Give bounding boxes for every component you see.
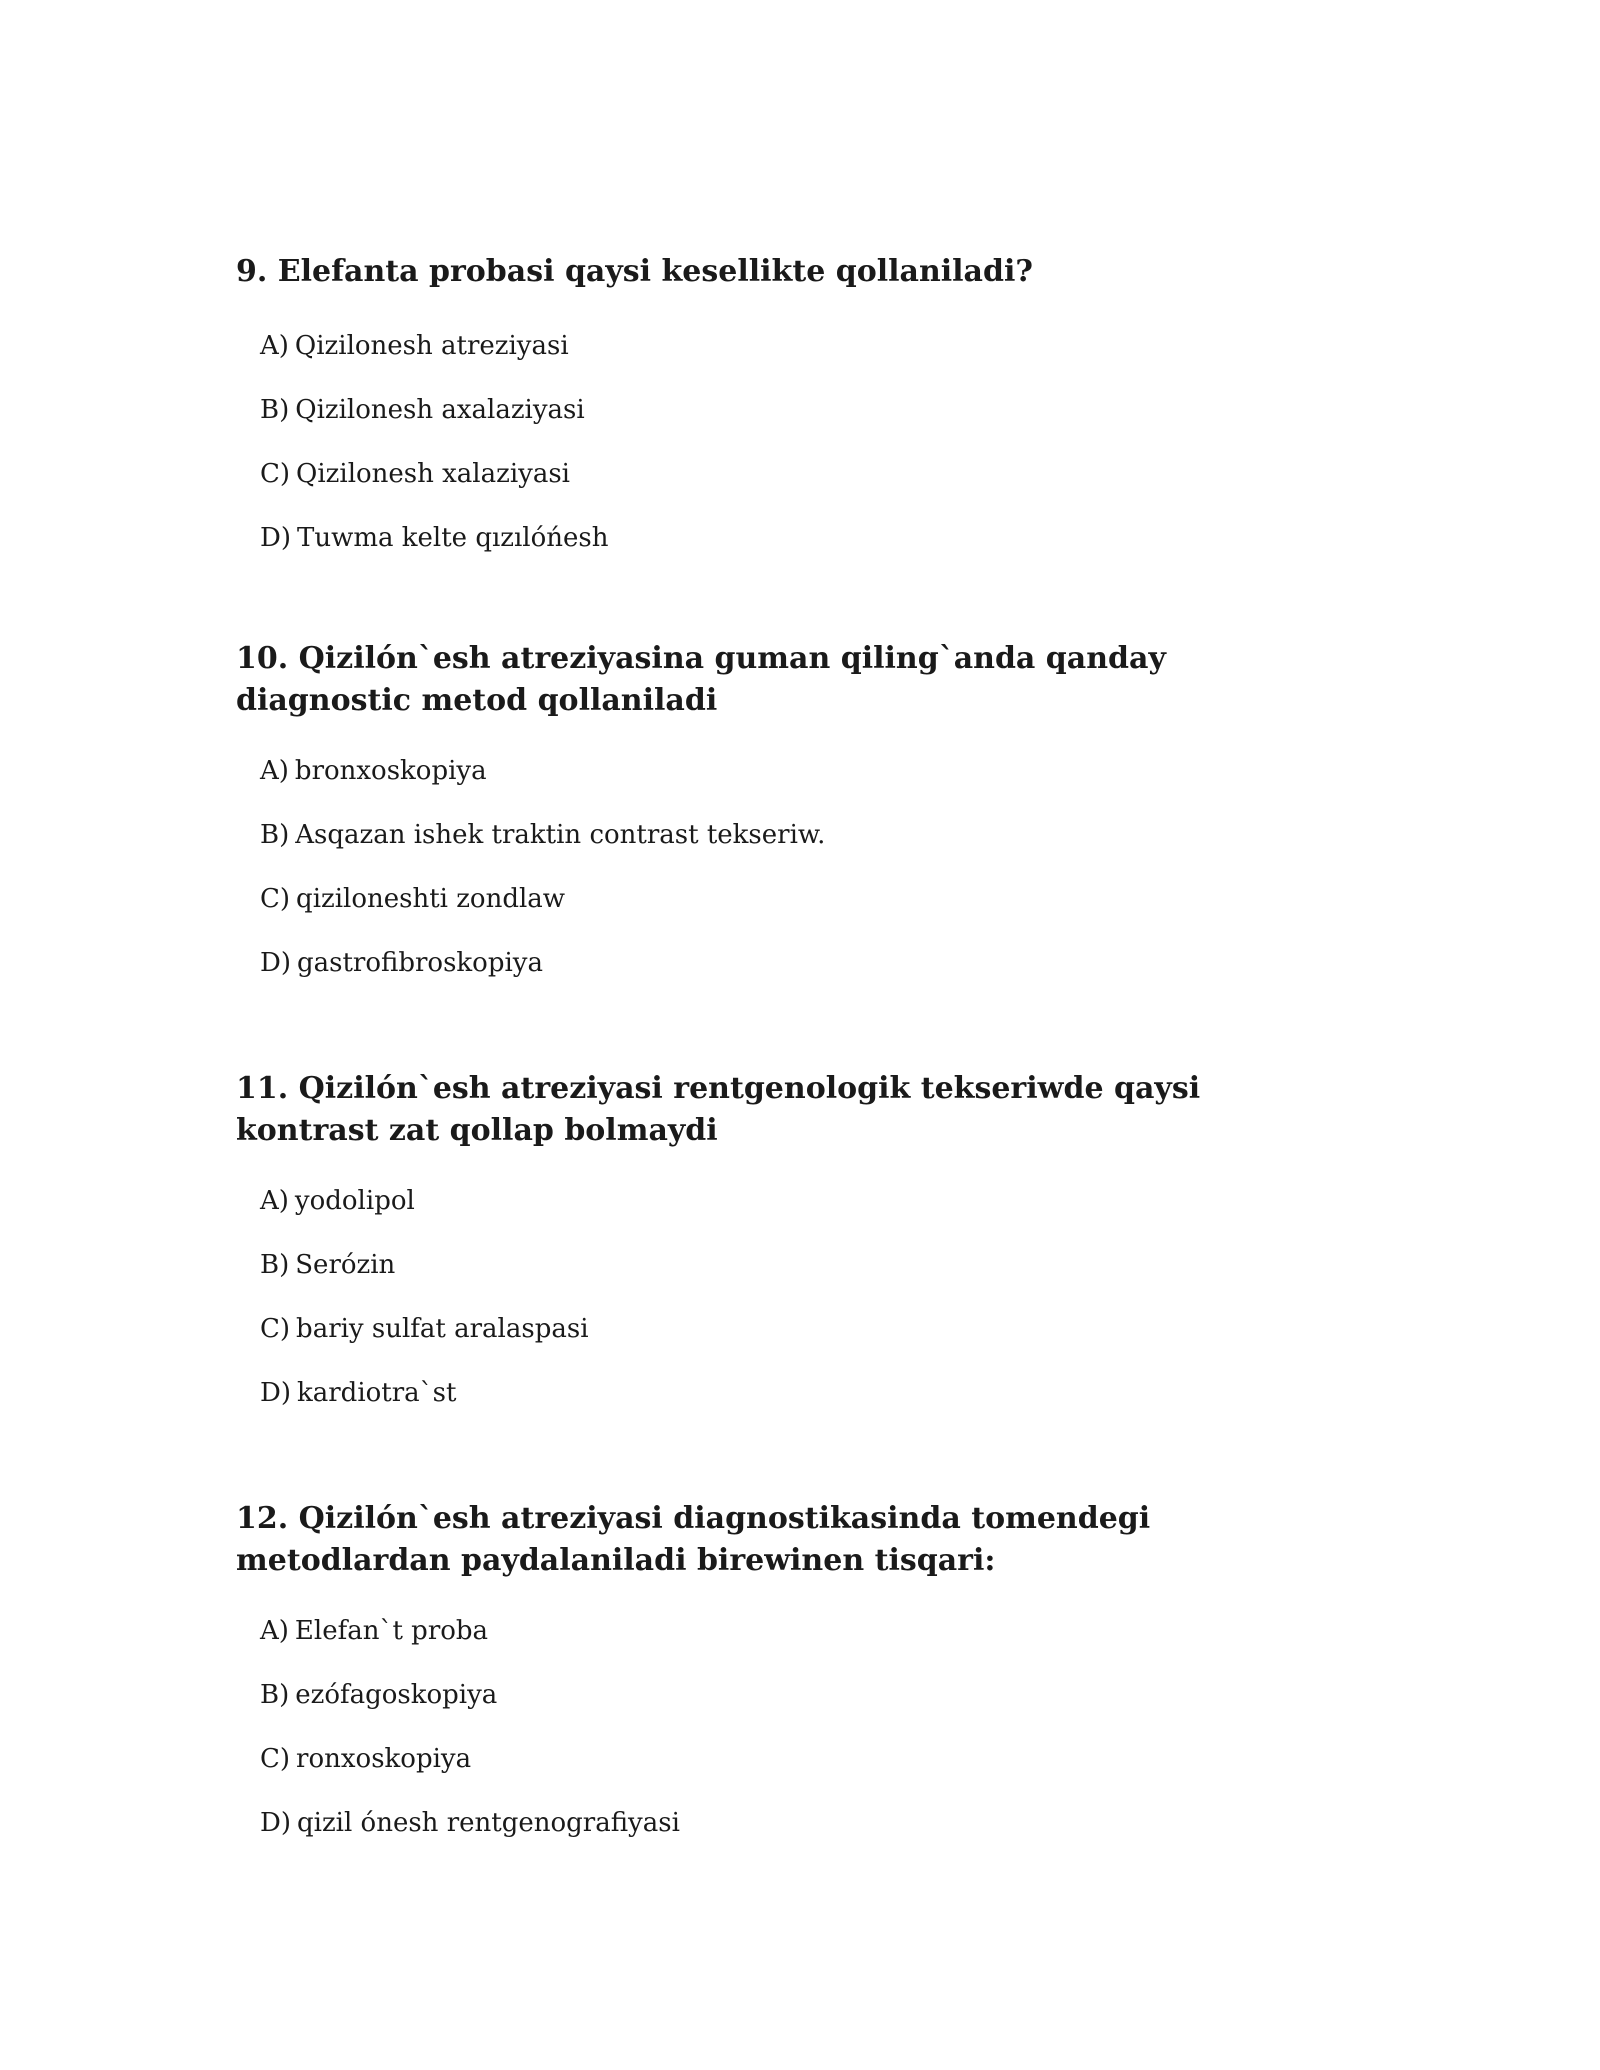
option-letter: B): [260, 1250, 290, 1280]
option-letter: A): [260, 1616, 289, 1646]
question-9-options: [236, 314, 1336, 570]
option-text: gastrofibroskopiya: [297, 948, 543, 978]
option-d: [236, 1791, 1336, 1855]
option-a: [236, 314, 1336, 378]
question-12-options: [236, 1599, 1336, 1855]
question-12: [236, 1498, 1336, 1855]
question-11-options: [236, 1169, 1336, 1425]
option-text: qiziloneshti zondlaw: [296, 884, 566, 914]
option-c: [236, 442, 1336, 506]
question-11-title: 11. Qizilón`esh atreziyasi rentgenologik tekseriwde qaysi kontrast zat qollap bolmaydi: [236, 1071, 1201, 1148]
option-text: yodolipol: [294, 1186, 415, 1216]
option-letter: D): [260, 1378, 291, 1408]
question-10-title: 10. Qizilón`esh atreziyasina guman qiling`anda qanday diagnostic metod qollaniladi: [236, 641, 1166, 718]
option-text: Qizilonesh xalaziyasi: [296, 459, 570, 489]
option-text: Tuwma kelte qızılóńesh: [297, 523, 609, 553]
option-letter: C): [260, 1744, 291, 1774]
option-text: ezófagoskopiya: [295, 1680, 498, 1710]
option-letter: D): [260, 1808, 291, 1838]
option-c: [236, 1727, 1336, 1791]
option-letter: B): [260, 1680, 290, 1710]
option-d: [236, 506, 1336, 570]
option-d: [236, 931, 1336, 995]
question-9: [236, 251, 1336, 570]
option-c: [236, 867, 1336, 931]
option-text: Asqazan ishek traktin contrast tekseriw.: [295, 820, 826, 850]
option-a: [236, 739, 1336, 803]
option-letter: B): [260, 820, 290, 850]
option-a: [236, 1599, 1336, 1663]
question-10: [236, 638, 1336, 995]
question-10-options: [236, 739, 1336, 995]
option-text: Serózin: [295, 1250, 396, 1280]
option-text: qizil ónesh rentgenografiyasi: [297, 1808, 680, 1838]
option-a: [236, 1169, 1336, 1233]
option-text: bariy sulfat aralaspasi: [296, 1314, 589, 1344]
question-9-title: 9. Elefanta probasi qaysi kesellikte qollaniladi?: [236, 254, 1033, 289]
option-b: [236, 378, 1336, 442]
option-d: [236, 1361, 1336, 1425]
option-c: [236, 1297, 1336, 1361]
option-text: bronxoskopiya: [294, 756, 487, 786]
option-letter: C): [260, 1314, 291, 1344]
option-letter: A): [260, 1186, 289, 1216]
option-letter: A): [260, 756, 289, 786]
option-b: [236, 803, 1336, 867]
option-letter: C): [260, 884, 291, 914]
option-text: Qizilonesh axalaziyasi: [295, 395, 585, 425]
option-letter: C): [260, 459, 291, 489]
option-text: kardiotra`st: [297, 1378, 457, 1408]
option-text: ronxoskopiya: [296, 1744, 472, 1774]
question-12-title: 12. Qizilón`esh atreziyasi diagnostikasinda tomendegi metodlardan paydalaniladi birewinen tisqari:: [236, 1501, 1151, 1578]
option-letter: B): [260, 395, 290, 425]
option-letter: D): [260, 948, 291, 978]
option-letter: D): [260, 523, 291, 553]
option-letter: A): [260, 331, 289, 361]
question-11: [236, 1068, 1336, 1425]
option-b: [236, 1663, 1336, 1727]
option-text: Qizilonesh atreziyasi: [294, 331, 569, 361]
option-text: Elefan`t proba: [294, 1616, 489, 1646]
option-b: [236, 1233, 1336, 1297]
